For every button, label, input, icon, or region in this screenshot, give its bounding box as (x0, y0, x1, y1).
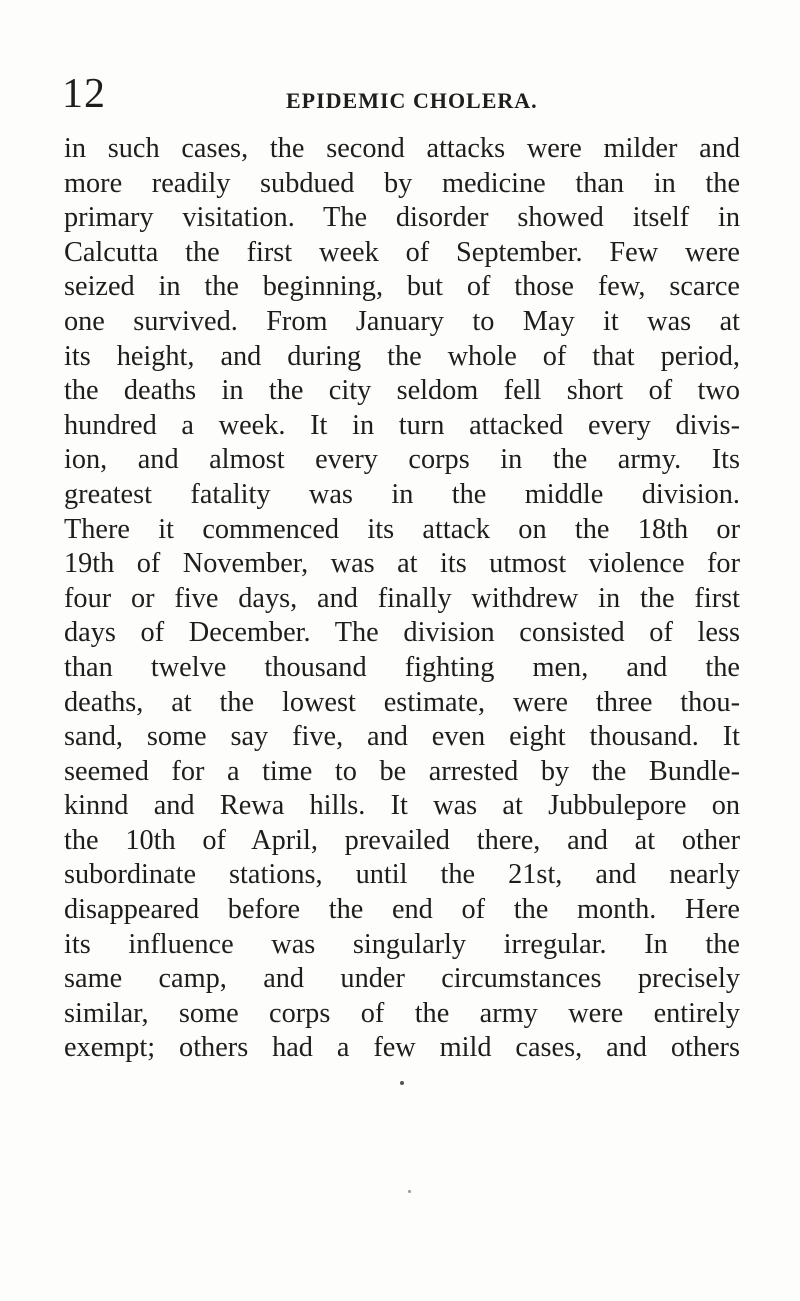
text-line: There it commenced its attack on the 18th or (64, 513, 740, 545)
text-line: its height, and during the whole of that period, (64, 340, 740, 372)
text-line: exempt; others had a few mild cases, and others (64, 1032, 740, 1064)
text-line: kinnd and Rewa hills. It was at Jubbulepore on (64, 790, 740, 822)
page-number: 12 (62, 71, 106, 117)
text-line: greatest fatality was in the middle division. (64, 478, 740, 510)
text-line: disappeared before the end of the month. Here (64, 894, 740, 926)
text-line: seemed for a time to be arrested by the Bundle- (64, 755, 740, 787)
text-line: ion, and almost every corps in the army. Its (64, 444, 740, 476)
print-speck (400, 1081, 404, 1085)
text-line: days of December. The division consisted of less (64, 617, 740, 649)
text-line: than twelve thousand fighting men, and the (64, 651, 740, 683)
text-line: more readily subdued by medicine than in the (64, 167, 740, 199)
body-text (64, 132, 740, 1066)
text-line: the 10th of April, prevailed there, and at other (64, 824, 740, 856)
text-line: hundred a week. It in turn attacked every divis- (64, 409, 740, 441)
running-title: EPIDEMIC CHOLERA. (286, 88, 538, 113)
print-speck (408, 1190, 411, 1193)
text-line: four or five days, and finally withdrew in the first (64, 582, 740, 614)
text-line: the deaths in the city seldom fell short of two (64, 375, 740, 407)
running-head (62, 70, 742, 118)
text-line: same camp, and under circumstances precisely (64, 963, 740, 995)
text-line: 19th of November, was at its utmost violence for (64, 548, 740, 580)
text-line: its influence was singularly irregular. In the (64, 928, 740, 960)
text-line: sand, some say five, and even eight thousand. It (64, 721, 740, 753)
text-line: seized in the beginning, but of those few, scarce (64, 271, 740, 303)
text-line: in such cases, the second attacks were milder and (64, 133, 740, 164)
text-line: one survived. From January to May it was at (64, 305, 740, 337)
text-line: deaths, at the lowest estimate, were three thou- (64, 686, 740, 718)
text-line: subordinate stations, until the 21st, and nearly (64, 859, 740, 891)
text-line: similar, some corps of the army were entirely (64, 997, 740, 1029)
text-line: primary visitation. The disorder showed itself in (64, 202, 740, 234)
text-line: Calcutta the first week of September. Few were (64, 236, 740, 268)
